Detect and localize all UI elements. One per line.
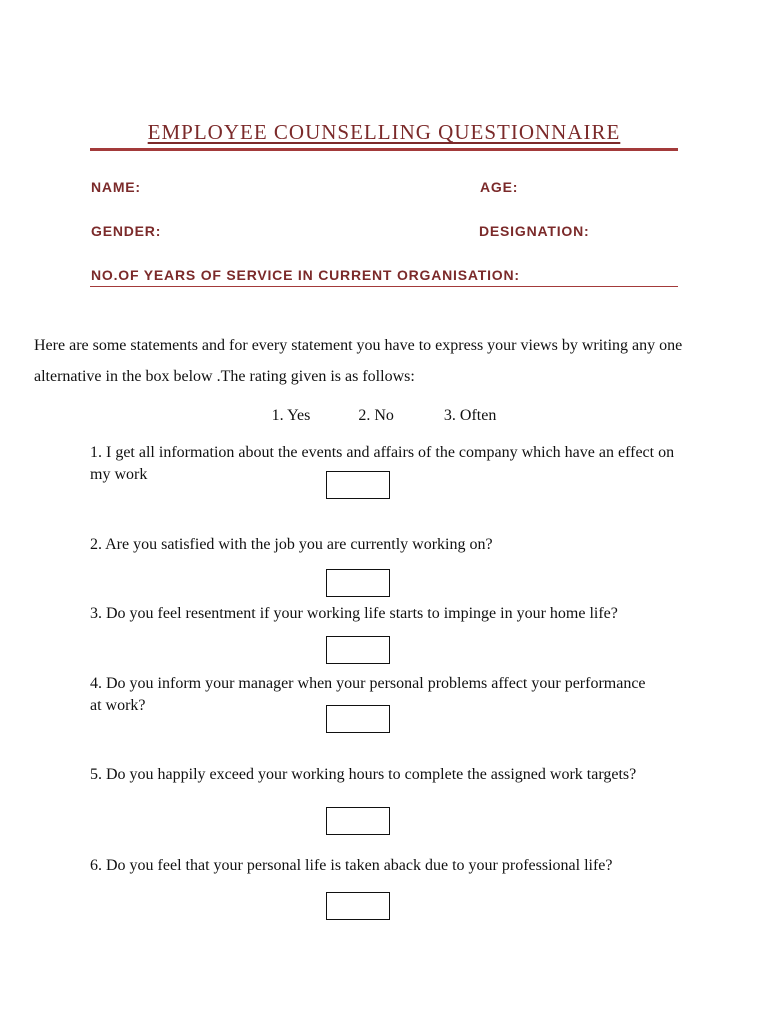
name-field-label: NAME:: [91, 179, 141, 195]
rating-scale: [0, 407, 768, 425]
gender-field-label: GENDER:: [91, 223, 162, 239]
designation-field-label: DESIGNATION:: [479, 223, 590, 239]
fields-divider: [90, 286, 678, 287]
instructions-text: Here are some statements and for every statement you have to express your views by writing any one alternative in the box below .The rating given is as follows:: [34, 337, 683, 385]
answer-box-4[interactable]: [326, 705, 390, 733]
answer-box-3[interactable]: [326, 636, 390, 664]
page-title: EMPLOYEE COUNSELLING QUESTIONNAIRE: [147, 120, 621, 144]
service-years-field-label: NO.OF YEARS OF SERVICE IN CURRENT ORGANISATION:: [91, 267, 520, 283]
question-5: 5. Do you happily exceed your working hours to complete the assigned work targets?: [90, 766, 637, 783]
rating-option-no: 2. No: [358, 407, 394, 424]
question-3: 3. Do you feel resentment if your working life starts to impinge in your home life?: [90, 605, 618, 622]
question-6: 6. Do you feel that your personal life is taken aback due to your professional life?: [90, 857, 613, 874]
question-1: 1. I get all information about the events and affairs of the company which have an effect on my work: [90, 444, 675, 483]
rating-option-yes: 1. Yes: [271, 407, 311, 424]
rating-option-often: 3. Often: [443, 407, 497, 424]
answer-box-6[interactable]: [326, 892, 390, 920]
question-4: 4. Do you inform your manager when your personal problems affect your performance at work?: [90, 675, 646, 714]
answer-box-2[interactable]: [326, 569, 390, 597]
age-field-label: AGE:: [480, 179, 519, 195]
answer-box-1[interactable]: [326, 471, 390, 499]
title-divider: [90, 148, 678, 151]
question-2: 2. Are you satisfied with the job you are currently working on?: [90, 536, 493, 553]
answer-box-5[interactable]: [326, 807, 390, 835]
